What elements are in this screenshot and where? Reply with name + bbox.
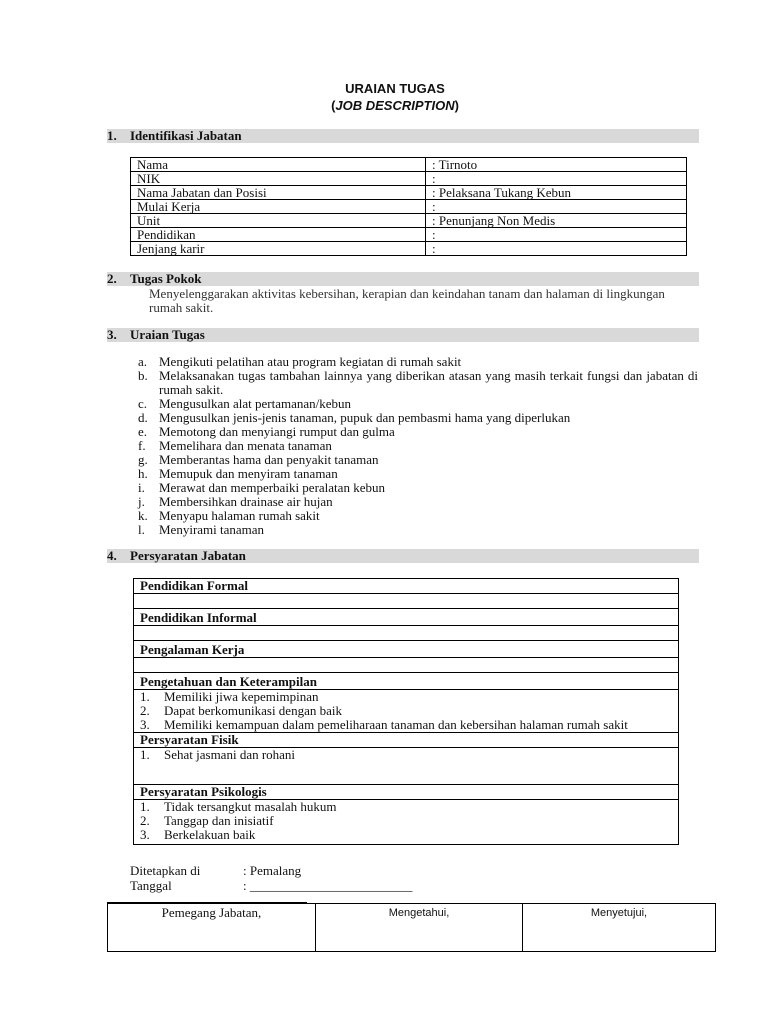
identifikasi-value: :	[426, 242, 687, 256]
uraian-item-letter: b.	[138, 368, 148, 383]
title-main: URAIAN TUGAS	[345, 81, 445, 96]
req-pendidikan-informal: Pendidikan Informal	[134, 609, 679, 626]
uraian-item-letter: l.	[138, 522, 145, 537]
uraian-item-letter: c.	[138, 396, 148, 411]
req-list-number: 3.	[140, 717, 150, 732]
req-fisik: Persyaratan Fisik	[134, 733, 679, 748]
req-list-text: Memiliki jiwa kepemimpinan	[164, 689, 319, 704]
uraian-item-letter: e.	[138, 424, 148, 439]
uraian-item-text: Mengikuti pelatihan atau program kegiatan di rumah sakit	[159, 354, 462, 369]
req-blank-row	[134, 658, 679, 673]
title-subtitle: (JOB DESCRIPTION)	[331, 98, 459, 113]
identifikasi-label: Nama	[131, 158, 426, 172]
section-title: Identifikasi Jabatan	[130, 128, 242, 143]
uraian-item-text: Memotong dan menyiangi rumput dan gulma	[159, 424, 395, 439]
req-pengalaman-kerja: Pengalaman Kerja	[134, 641, 679, 658]
section-number: 2.	[107, 271, 117, 286]
uraian-item-text: Memupuk dan menyiram tanaman	[159, 466, 338, 481]
req-list-item	[140, 704, 672, 718]
identifikasi-value: :	[426, 228, 687, 242]
section-uraian-tugas	[107, 328, 699, 342]
req-list-number: 1.	[140, 799, 150, 814]
req-list-item	[140, 690, 672, 704]
identifikasi-value: : Pelaksana Tukang Kebun	[426, 186, 687, 200]
req-list-item	[140, 748, 672, 762]
sig-menyetujui: Menyetujui,	[522, 904, 715, 952]
identifikasi-label: Unit	[131, 214, 426, 228]
req-psikologis: Persyaratan Psikologis	[134, 785, 679, 800]
sig-pemegang-jabatan: Pemegang Jabatan,	[108, 904, 316, 952]
section-tugas-pokok	[107, 272, 699, 286]
uraian-item	[138, 425, 698, 439]
identifikasi-row	[131, 242, 687, 256]
req-list-number: 2.	[140, 813, 150, 828]
uraian-item-text: Mengusulkan alat pertamanan/kebun	[159, 396, 352, 411]
ditetapkan-value: : Pemalang	[243, 863, 302, 878]
uraian-item	[138, 495, 698, 509]
uraian-item-letter: h.	[138, 466, 148, 481]
req-list-number: 1.	[140, 689, 150, 704]
identifikasi-value: : Tirnoto	[426, 158, 687, 172]
req-list-text: Sehat jasmani dan rohani	[164, 747, 296, 762]
req-list-item	[140, 814, 672, 828]
identifikasi-label: NIK	[131, 172, 426, 186]
req-list-text: Memiliki kemampuan dalam pemeliharaan tanaman dan kebersihan halaman rumah sakit	[164, 717, 628, 732]
uraian-item	[138, 481, 698, 495]
uraian-tugas-list	[138, 355, 698, 537]
section-title: Tugas Pokok	[130, 271, 202, 286]
uraian-item	[138, 453, 698, 467]
identifikasi-value: : Penunjang Non Medis	[426, 214, 687, 228]
uraian-item	[138, 355, 698, 369]
uraian-item-letter: f.	[138, 438, 146, 453]
req-fisik-items	[134, 748, 679, 785]
uraian-item	[138, 411, 698, 425]
uraian-item-text: Menyirami tanaman	[159, 522, 265, 537]
req-psikologis-items	[134, 800, 679, 845]
document-title	[0, 80, 768, 114]
req-list-text: Dapat berkomunikasi dengan baik	[164, 703, 342, 718]
ditetapkan-label: Ditetapkan di	[130, 863, 201, 878]
uraian-item-text: Mengusulkan jenis-jenis tanaman, pupuk dan pembasmi hama yang diperlukan	[159, 410, 571, 425]
section-persyaratan-jabatan	[107, 549, 699, 563]
uraian-item	[138, 397, 698, 411]
identifikasi-row	[131, 200, 687, 214]
req-blank-row	[134, 626, 679, 641]
uraian-item-text: Memelihara dan menata tanaman	[159, 438, 332, 453]
req-list-number: 2.	[140, 703, 150, 718]
section-title: Persyaratan Jabatan	[130, 548, 246, 563]
uraian-item-letter: a.	[138, 354, 148, 369]
sig-mengetahui: Mengetahui,	[316, 904, 523, 952]
req-pendidikan-formal: Pendidikan Formal	[134, 579, 679, 594]
identifikasi-row	[131, 186, 687, 200]
section-number: 1.	[107, 128, 117, 143]
identifikasi-table	[130, 157, 687, 256]
identifikasi-label: Mulai Kerja	[131, 200, 426, 214]
tanggal-label: Tanggal	[130, 878, 172, 893]
uraian-item	[138, 439, 698, 453]
req-list-number: 1.	[140, 747, 150, 762]
uraian-item-letter: g.	[138, 452, 148, 467]
identifikasi-row	[131, 228, 687, 242]
req-list-item	[140, 718, 672, 732]
signature-table	[107, 903, 716, 952]
identifikasi-value: :	[426, 172, 687, 186]
uraian-item-letter: j.	[138, 494, 145, 509]
tugas-pokok-text: Menyelenggarakan aktivitas kebersihan, kerapian dan keindahan tanam dan halaman di lingkungan rumah sakit.	[149, 286, 665, 315]
req-list-text: Tanggap dan inisiatif	[164, 813, 274, 828]
section-number: 4.	[107, 548, 117, 563]
req-list-number: 3.	[140, 827, 150, 842]
persyaratan-table	[133, 578, 679, 845]
uraian-item-text: Menyapu halaman rumah sakit	[159, 508, 320, 523]
identifikasi-label: Jenjang karir	[131, 242, 426, 256]
section-identifikasi-jabatan	[107, 129, 699, 143]
req-list-text: Berkelakuan baik	[164, 827, 256, 842]
req-list-item	[140, 828, 672, 842]
uraian-item	[138, 523, 698, 537]
uraian-item-letter: d.	[138, 410, 148, 425]
req-pengetahuan: Pengetahuan dan Keterampilan	[134, 673, 679, 690]
req-blank-row	[134, 594, 679, 609]
uraian-item-text: Membersihkan drainase air hujan	[159, 494, 333, 509]
req-list-item	[140, 800, 672, 814]
uraian-item-letter: i.	[138, 480, 145, 495]
identifikasi-row	[131, 172, 687, 186]
req-list-text: Tidak tersangkut masalah hukum	[164, 799, 337, 814]
uraian-item-letter: k.	[138, 508, 148, 523]
tanggal-value: : _________________________	[243, 878, 413, 893]
tanggal-row	[130, 878, 530, 893]
uraian-item-text: Merawat dan memperbaiki peralatan kebun	[159, 480, 385, 495]
uraian-item-text: Melaksanakan tugas tambahan lainnya yang diberikan atasan yang masih terkait fungsi dan jabatan di rumah sakit.	[159, 368, 698, 397]
uraian-item	[138, 467, 698, 481]
uraian-item	[138, 369, 698, 397]
identifikasi-label: Pendidikan	[131, 228, 426, 242]
uraian-item-text: Memberantas hama dan penyakit tanaman	[159, 452, 379, 467]
identifikasi-row	[131, 158, 687, 172]
footer-place-date	[130, 863, 530, 893]
req-pengetahuan-items	[134, 690, 679, 733]
section-number: 3.	[107, 327, 117, 342]
uraian-item	[138, 509, 698, 523]
ditetapkan-row	[130, 863, 530, 878]
identifikasi-row	[131, 214, 687, 228]
title-subtitle-italic: JOB DESCRIPTION	[335, 98, 455, 113]
identifikasi-label: Nama Jabatan dan Posisi	[131, 186, 426, 200]
section-title: Uraian Tugas	[130, 327, 205, 342]
identifikasi-value: :	[426, 200, 687, 214]
